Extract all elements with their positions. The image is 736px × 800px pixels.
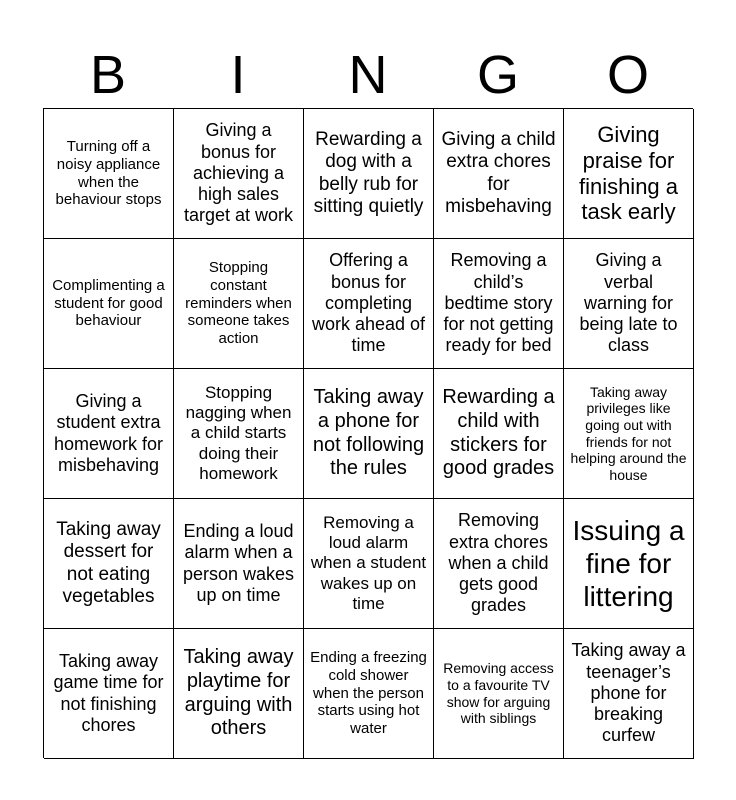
cell-text: Giving a student extra homework for misbehaving xyxy=(53,391,164,475)
bingo-cell[interactable] xyxy=(44,109,174,239)
bingo-cell[interactable] xyxy=(174,109,304,239)
header-letter-i: I xyxy=(230,45,246,105)
bingo-cell[interactable] xyxy=(174,499,304,629)
cell-text: Removing access to a favourite TV show for arguing with siblings xyxy=(443,660,554,727)
cell-text: Removing a loud alarm when a student wakes up on time xyxy=(310,513,427,613)
cell-text: Taking away a teenager’s phone for breaking curfew xyxy=(571,640,686,746)
cell-text: Taking away playtime for arguing with others xyxy=(183,646,294,740)
bingo-grid xyxy=(43,108,693,758)
bingo-cell[interactable] xyxy=(564,109,694,239)
bingo-cell[interactable] xyxy=(434,629,564,759)
cell-text: Removing a child’s bedtime story for not getting ready for bed xyxy=(443,250,554,356)
bingo-cell[interactable] xyxy=(304,109,434,239)
header-letter-b: B xyxy=(89,45,127,105)
bingo-cell[interactable] xyxy=(44,369,174,499)
cell-text: Taking away dessert for not eating vegetables xyxy=(56,518,161,607)
bingo-cell[interactable] xyxy=(44,629,174,759)
header-letter-n: N xyxy=(348,45,388,105)
cell-text: Stopping constant reminders when someone takes action xyxy=(185,259,292,348)
cell-text: Offering a bonus for completing work ahead of time xyxy=(311,250,426,356)
cell-text: Giving praise for finishing a task early xyxy=(578,121,679,225)
bingo-cell[interactable] xyxy=(44,239,174,369)
cell-text: Complimenting a student for good behaviour xyxy=(52,276,165,330)
cell-text: Removing extra chores when a child gets good grades xyxy=(448,510,549,616)
header-letter-o: O xyxy=(606,45,649,105)
cell-text: Taking away game time for not finishing chores xyxy=(53,651,164,735)
cell-text: Ending a freezing cold shower when the person starts using hot water xyxy=(310,649,427,738)
bingo-cell[interactable] xyxy=(174,239,304,369)
bingo-cell[interactable] xyxy=(174,629,304,759)
bingo-cell[interactable] xyxy=(304,369,434,499)
bingo-cell[interactable] xyxy=(304,239,434,369)
cell-text: Rewarding a dog with a belly rub for sitting quietly xyxy=(313,128,424,217)
cell-text: Taking away a phone for not following the rules xyxy=(312,386,425,480)
bingo-cell[interactable] xyxy=(434,109,564,239)
bingo-cell[interactable] xyxy=(564,499,694,629)
bingo-cell[interactable] xyxy=(434,369,564,499)
cell-text: Turning off a noisy appliance when the behaviour stops xyxy=(55,138,162,209)
bingo-cell[interactable] xyxy=(304,499,434,629)
cell-text: Stopping nagging when a child starts doing their homework xyxy=(185,383,292,483)
bingo-cell[interactable] xyxy=(564,239,694,369)
bingo-header xyxy=(43,44,693,106)
bingo-cell[interactable] xyxy=(434,499,564,629)
cell-text: Issuing a fine for littering xyxy=(572,514,685,613)
bingo-cell[interactable] xyxy=(304,629,434,759)
header-letter-g: G xyxy=(476,45,519,105)
cell-text: Giving a bonus for achieving a high sales target at work xyxy=(183,120,294,226)
bingo-cell[interactable] xyxy=(564,369,694,499)
bingo-cell[interactable] xyxy=(434,239,564,369)
cell-text: Rewarding a child with stickers for good grades xyxy=(442,386,555,480)
cell-text: Ending a loud alarm when a person wakes up on time xyxy=(182,521,295,605)
cell-text: Giving a child extra chores for misbehaving xyxy=(441,128,556,217)
bingo-cell[interactable] xyxy=(174,369,304,499)
bingo-cell[interactable] xyxy=(44,499,174,629)
cell-text: Taking away privileges like going out with friends for not helping around the house xyxy=(570,383,687,483)
bingo-cell[interactable] xyxy=(564,629,694,759)
cell-text: Giving a verbal warning for being late to class xyxy=(579,250,678,356)
